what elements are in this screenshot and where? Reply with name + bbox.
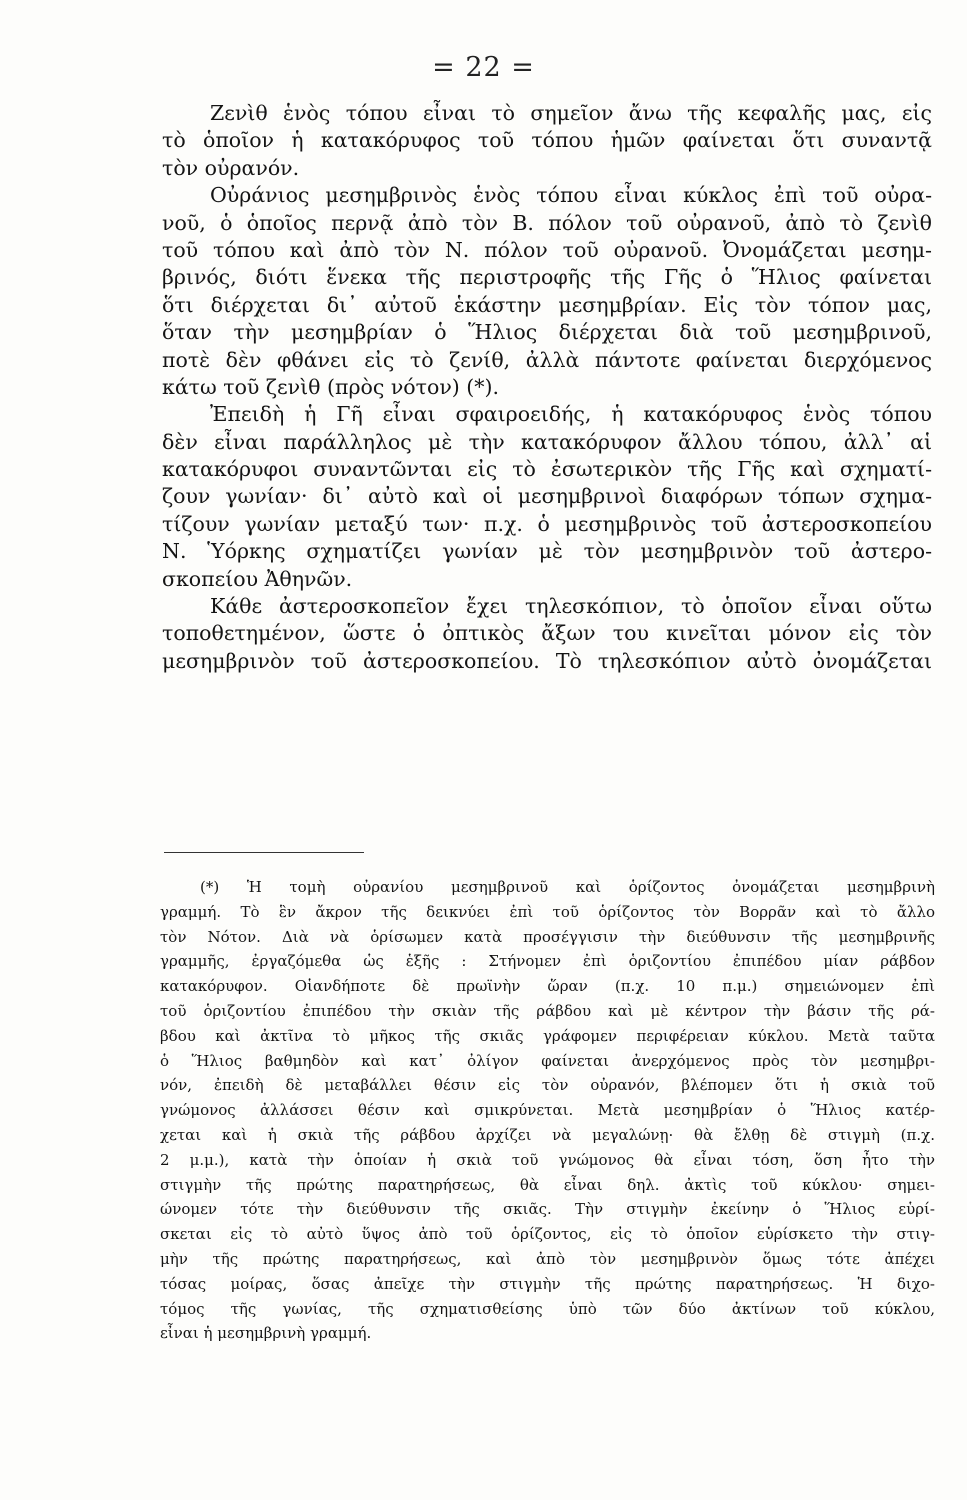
text-line: μεσημβρινὸν τοῦ ἀστεροσκοπείου. Τὸ τηλεσκόπιον αὐτὸ ὀνομάζεται <box>162 648 932 673</box>
footnote-line: κατακόρυφον. Οἱανδήποτε δὲ πρωϊνὴν ὥραν (π.χ. 10 π.μ.) σημειώνομεν ἐπὶ <box>160 977 935 996</box>
footnote-line: τοῦ ὁριζοντίου ἐπιπέδου τὴν σκιὰν τῆς ράβδου καὶ μὲ κέντρον τὴν βάσιν τῆς ρά- <box>160 1001 935 1020</box>
text-line: βρινός, διότι ἕνεκα τῆς περιστροφῆς τῆς Γῆς ὁ Ἥλιος φαίνεται <box>162 265 932 290</box>
footnote-line: γραμμῆς, ἐργαζόμεθα ὡς ἑξῆς : Στήνομεν ἐπὶ ὁριζοντίου ἐπιπέδου μίαν ράβδον <box>160 952 935 971</box>
text-line: τὸν οὐρανόν. <box>162 155 300 180</box>
footnote-line: στιγμὴν τῆς πρώτης παρατηρήσεως, θὰ εἶναι δηλ. ἀκτὶς τοῦ κύκλου· σημει- <box>160 1175 935 1194</box>
footnote-line: τὸν Νότον. Διὰ νὰ ὁρίσωμεν κατὰ προσέγγισιν τὴν διεύθυνσιν τῆς μεσημβρινῆς <box>160 927 935 946</box>
footnote-line: βδου καὶ ἀκτῖνα τὸ μῆκος τῆς σκιᾶς γράφομεν περιφέρειαν κύκλου. Μετὰ ταῦτα <box>160 1026 935 1045</box>
text-line: ποτὲ δὲν φθάνει εἰς τὸ ζενίθ, ἀλλὰ πάντοτε φαίνεται διερχόμενος <box>162 347 932 372</box>
footnote-line: γραμμή. Τὸ ἓν ἄκρον τῆς δεικνύει ἐπὶ τοῦ ὁρίζοντος τὸν Βορρᾶν καὶ τὸ ἄλλο <box>160 902 935 921</box>
text-line: κατακόρυφοι συναντῶνται εἰς τὸ ἐσωτερικὸν τῆς Γῆς καὶ σχηματί- <box>162 457 932 482</box>
text-line: Κάθε ἀστεροσκοπεῖον ἔχει τηλεσκόπιον, τὸ ὁποῖον εἶναι οὕτω <box>210 594 932 619</box>
text-line: Ζενὶθ ἑνὸς τόπου εἶναι τὸ σημεῖον ἄνω τῆς κεφαλῆς μας, εἰς <box>210 101 932 125</box>
text-line: Ν. Ὑόρκης σχηματίζει γωνίαν μὲ τὸν μεσημβρινὸν τοῦ ἀστερο- <box>162 539 932 564</box>
text-line: Οὐράνιος μεσημβρινὸς ἑνὸς τόπου εἶναι κύκλος ἐπὶ τοῦ οὐρα- <box>210 183 932 208</box>
footnote-line: ώνομεν τότε τὴν διεύθυνσιν τῆς σκιᾶς. Τὴν στιγμὴν ἐκείνην ὁ Ἥλιος εὑρί- <box>160 1200 935 1219</box>
text-line: τίζουν γωνίαν μεταξύ των· π.χ. ὁ μεσημβρινὸς τοῦ ἀστεροσκοπείου <box>162 511 932 536</box>
footnote-line: τόμος τῆς γωνίας, τῆς σχηματισθείσης ὑπὸ τῶν δύο ἀκτίνων τοῦ κύκλου, <box>160 1299 935 1318</box>
text-line: ζουν γωνίαν· δι᾽ αὐτὸ καὶ οἱ μεσημβρινοὶ διαφόρων τόπων σχημα- <box>162 484 932 509</box>
footnote-line: νόν, ἐπειδὴ δὲ μεταβάλλει θέσιν εἰς τὸν οὐρανόν, βλέπομεν ὅτι ἡ σκιὰ τοῦ <box>160 1076 935 1095</box>
text-line: ὅτι διέρχεται δι᾽ αὐτοῦ ἑκάστην μεσημβρίαν. Εἰς τὸν τόπον μας, <box>162 292 932 317</box>
text-line: Ἐπειδὴ ἡ Γῆ εἶναι σφαιροειδής, ἡ κατακόρυφος ἑνὸς τόπου <box>210 402 932 427</box>
footnote-line: σκεται εἰς τὸ αὐτὸ ὕψος ἀπὸ τοῦ ὁρίζοντος, εἰς τὸ ὁποῖον εὑρίσκετο τὴν στιγ- <box>160 1225 935 1244</box>
text-line: ὅταν τὴν μεσημβρίαν ὁ Ἥλιος διέρχεται διὰ τοῦ μεσημβρινοῦ, <box>162 320 932 345</box>
text-line: δὲν εἶναι παράλληλος μὲ τὴν κατακόρυφον ἄλλου τόπου, ἀλλ᾽ αἱ <box>162 429 932 454</box>
footnote-line: (*) Ἡ τομὴ οὐρανίου μεσημβρινοῦ καὶ ὁρίζοντος ὀνομάζεται μεσημβρινὴ <box>200 878 935 896</box>
text-line: κάτω τοῦ ζενὶθ (πρὸς νότον) (*). <box>162 374 500 399</box>
footnote-line: ὁ Ἥλιος βαθμηδὸν καὶ κατ᾽ ὀλίγον φαίνεται ἀνερχόμενος πρὸς τὸν μεσημβρι- <box>160 1051 935 1070</box>
text-line: τοῦ τόπου καὶ ἀπὸ τὸν Ν. πόλον τοῦ οὐρανοῦ. Ὀνομάζεται μεσημ- <box>162 237 932 262</box>
footnote-body <box>160 875 935 1346</box>
footnote-divider <box>164 852 364 853</box>
footnote-line: εἶναι ἡ μεσημβρινὴ γραμμή. <box>160 1324 372 1343</box>
footnote-line: 2 μ.μ.), κατὰ τὴν ὁποίαν ἡ σκιὰ τοῦ γνώμονος θὰ εἶναι τόση, ὅση ἦτο τὴν <box>160 1150 935 1169</box>
text-line: σκοπείου Ἀθηνῶν. <box>162 566 353 591</box>
text-line: τοποθετημένον, ὥστε ὁ ὀπτικὸς ἄξων του κινεῖται μόνον εἰς τὸν <box>162 621 932 646</box>
text-line: νοῦ, ὁ ὁποῖος περνᾷ ἀπὸ τὸν Β. πόλον τοῦ οὐρανοῦ, ἀπὸ τὸ ζενὶθ <box>162 210 932 235</box>
page-number: = 22 = <box>432 52 535 83</box>
footnote-line: γνώμονος ἀλλάσσει θέσιν καὶ σμικρύνεται. Μετὰ μεσημβρίαν ὁ Ἥλιος κατέρ- <box>160 1101 935 1120</box>
footnote-line: χεται καὶ ἡ σκιὰ τῆς ράβδου ἀρχίζει νὰ μεγαλώνῃ· θὰ ἔλθῃ δὲ στιγμὴ (π.χ. <box>160 1125 935 1144</box>
main-text-body <box>162 100 932 675</box>
text-line: τὸ ὁποῖον ἡ κατακόρυφος τοῦ τόπου ἡμῶν φαίνεται ὅτι συναντᾷ <box>162 128 932 153</box>
footnote-line: μὴν τῆς πρώτης παρατηρήσεως, καὶ ἀπὸ τὸν μεσημβρινὸν ὅμως τότε ἀπέχει <box>160 1249 935 1268</box>
footnote-line: τόσας μοίρας, ὅσας ἀπεῖχε τὴν στιγμὴν τῆς πρώτης παρατηρήσεως. Ἡ διχο- <box>160 1274 935 1293</box>
